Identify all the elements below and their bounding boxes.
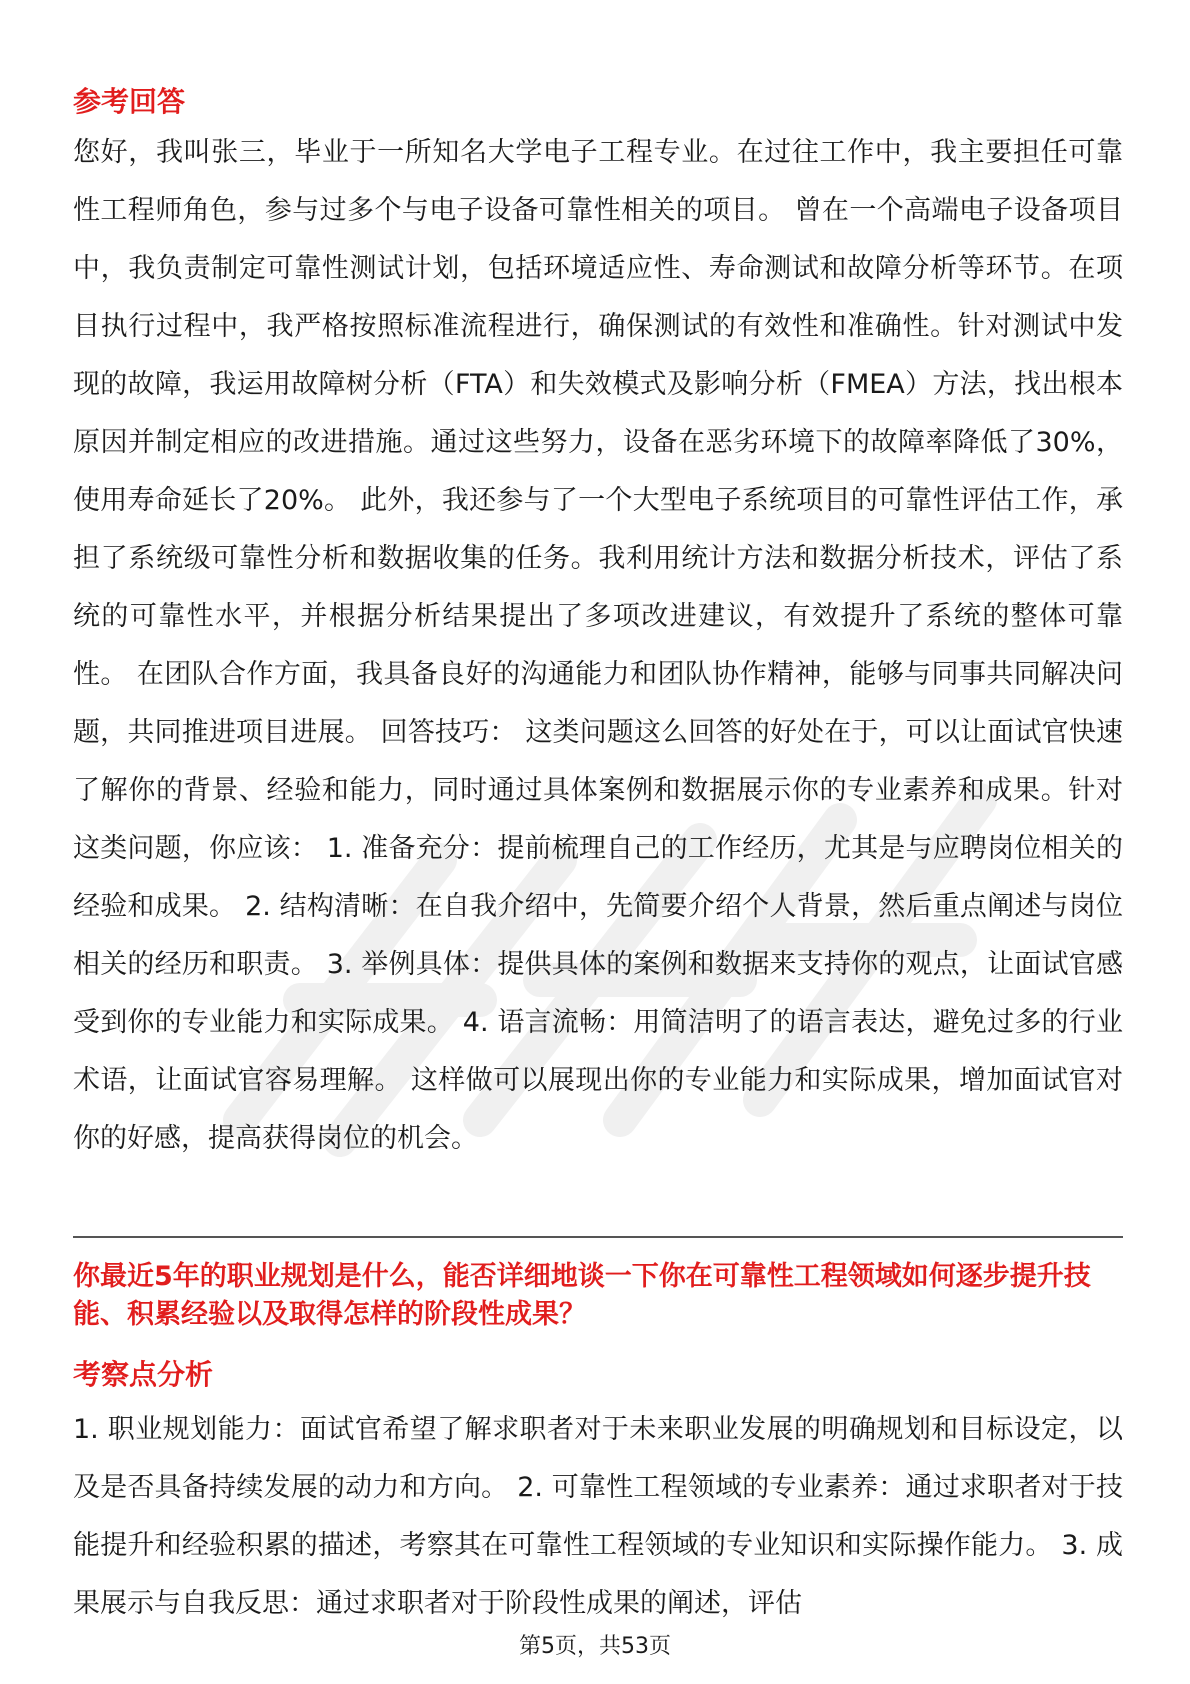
answer-section-heading-block (73, 82, 1123, 122)
analysis-section-heading: 考察点分析 (73, 1358, 214, 1391)
page-footer (0, 1632, 1190, 1662)
answer-section-body-block (73, 124, 1123, 1168)
answer-body-text: 您好，我叫张三，毕业于一所知名大学电子工程专业。在过往工作中，我主要担任可靠性工程师角色，参与过多个与电子设备可靠性相关的项目。 曾在一个高端电子设备项目中，我负责制定可靠性测试计划，包括环境适应性、寿命测试和故障分析等环节。在项目执行过程中，我严格按照标准流程进行，确保测试的有效性和准确性。针对测试中发现的故障，我运用故障树分析（FTA）和失效模式及影响分析（FMEA）方法，找出根本原因并制定相应的改进措施。通过这些努力，设备在恶劣环境下的故障率降低了30%，使用寿命延长了20%。 此外，我还参与了一个大型电子系统项目的可靠性评估工作，承担了系统级可靠性分析和数据收集的任务。我利用统计方法和数据分析技术，评估了系统的可靠性水平，并根据分析结果提出了多项改进建议，有效提升了系统的整体可靠性。 在团队合作方面，我具备良好的沟通能力和团队协作精神，能够与同事共同解决问题，共同推进项目进展。 回答技巧： 这类问题这么回答的好处在于，可以让面试官快速了解你的背景、经验和能力，同时通过具体案例和数据展示你的专业素养和成果。针对这类问题，你应该： 1. 准备充分：提前梳理自己的工作经历，尤其是与应聘岗位相关的经验和成果。 2. 结构清晰：在自我介绍中，先简要介绍个人背景，然后重点阐述与岗位相关的经历和职责。 3. 举例具体：提供具体的案例和数据来支持你的观点，让面试官感受到你的专业能力和实际成果。 4. 语言流畅：用简洁明了的语言表达，避免过多的行业术语，让面试官容易理解。 这样做可以展现出你的专业能力和实际成果，增加面试官对你的好感，提高获得岗位的机会。 (73, 137, 1123, 1154)
answer-section-heading: 参考回答 (73, 85, 186, 118)
page-number-label: 第5页，共53页 (519, 1634, 671, 1659)
analysis-body-text: 1. 职业规划能力：面试官希望了解求职者对于未来职业发展的明确规划和目标设定，以及是否具备持续发展的动力和方向。 2. 可靠性工程领域的专业素养：通过求职者对于技能提升和经验积累的描述，考察其在可靠性工程领域的专业知识和实际操作能力。 3. 成果展示与自我反思：通过求职者对于阶段性成果的阐述，评估 (73, 1414, 1123, 1619)
next-question-text: 你最近5年的职业规划是什么，能否详细地谈一下你在可靠性工程领域如何逐步提升技能、积累经验以及取得怎样的阶段性成果？ (73, 1261, 1091, 1330)
section-divider (73, 1236, 1123, 1238)
analysis-section-heading-block (73, 1355, 1123, 1395)
next-question-block (73, 1258, 1123, 1334)
analysis-section-body-block (73, 1401, 1123, 1633)
